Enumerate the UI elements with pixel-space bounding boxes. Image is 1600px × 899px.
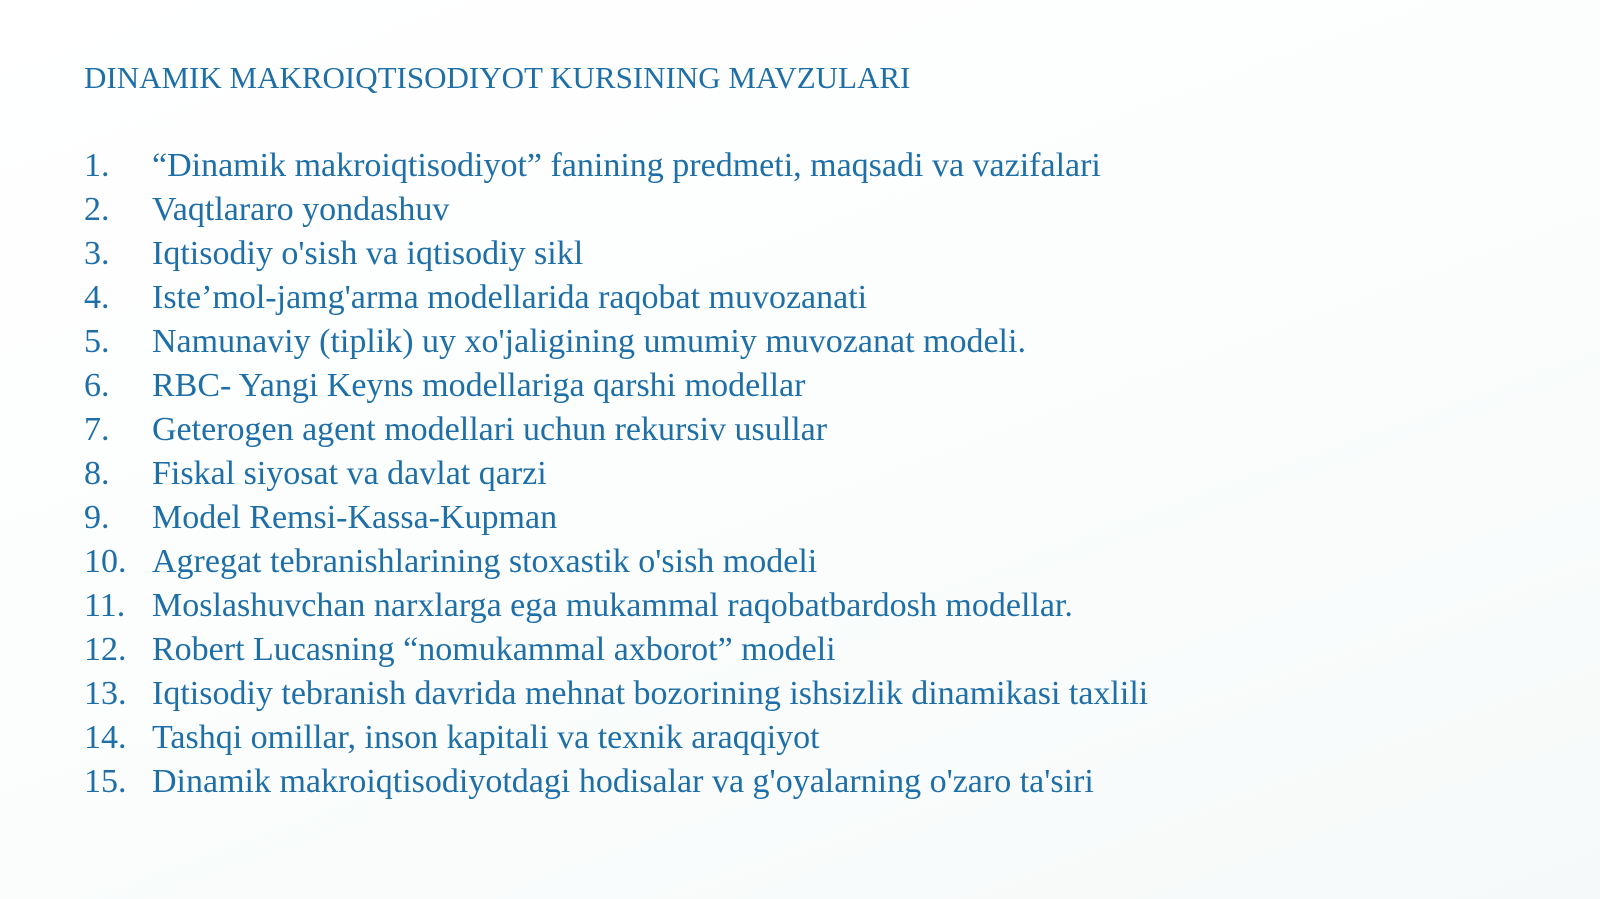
topic-text: Namunaviy (tiplik) uy xo'jaligining umumiy muvozanat modeli.	[152, 323, 1026, 360]
topic-text: Vaqtlararo yondashuv	[152, 191, 450, 228]
topic-item-9	[84, 496, 1148, 540]
topic-number: 10.	[84, 543, 127, 580]
topic-text: Iqtisodiy tebranish davrida mehnat bozorining ishsizlik dinamikasi taxlili	[152, 675, 1149, 712]
topic-number: 1.	[84, 147, 110, 184]
topic-item-4	[84, 276, 1148, 320]
topic-text: Agregat tebranishlarining stoxastik o'sish modeli	[152, 543, 818, 580]
topic-item-12	[84, 628, 1148, 672]
topic-item-6	[84, 364, 1148, 408]
topic-text: “Dinamik makroiqtisodiyot” fanining predmeti, maqsadi va vazifalari	[152, 147, 1101, 184]
topic-item-15	[84, 760, 1148, 804]
topic-number: 11.	[84, 587, 126, 624]
topic-number: 12.	[84, 631, 127, 668]
topic-text: Fiskal siyosat va davlat qarzi	[152, 455, 547, 492]
topic-number: 8.	[84, 455, 110, 492]
topic-item-13	[84, 672, 1148, 716]
topic-item-2	[84, 188, 1148, 232]
topic-item-5	[84, 320, 1148, 364]
topic-text: Dinamik makroiqtisodiyotdagi hodisalar va g'oyalarning o'zaro ta'siri	[152, 763, 1094, 800]
topic-number: 9.	[84, 499, 110, 536]
topic-item-3	[84, 232, 1148, 276]
topic-item-7	[84, 408, 1148, 452]
topic-text: Iqtisodiy o'sish va iqtisodiy sikl	[152, 235, 584, 272]
topic-list	[84, 144, 1148, 804]
topic-item-1	[84, 144, 1148, 188]
topic-number: 15.	[84, 763, 127, 800]
topic-text: Model Remsi-Kassa-Kupman	[152, 499, 558, 536]
topic-text: Iste’mol-jamg'arma modellarida raqobat muvozanati	[152, 279, 868, 316]
topic-number: 2.	[84, 191, 110, 228]
topic-text: Geterogen agent modellari uchun rekursiv usullar	[152, 411, 828, 448]
topic-number: 3.	[84, 235, 110, 272]
topic-text: RBC- Yangi Keyns modellariga qarshi modellar	[152, 367, 806, 404]
topic-text: Moslashuvchan narxlarga ega mukammal raqobatbardosh modellar.	[152, 587, 1073, 624]
topic-text: Tashqi omillar, inson kapitali va texnik araqqiyot	[152, 719, 820, 756]
topic-text: Robert Lucasning “nomukammal axborot” modeli	[152, 631, 836, 668]
topic-number: 13.	[84, 675, 127, 712]
topic-item-8	[84, 452, 1148, 496]
topic-number: 14.	[84, 719, 127, 756]
topic-item-11	[84, 584, 1148, 628]
topic-item-14	[84, 716, 1148, 760]
topic-number: 4.	[84, 279, 110, 316]
topic-number: 6.	[84, 367, 110, 404]
slide-title: DINAMIK MAKROIQTISODIYOT KURSINING MAVZULARI	[84, 60, 911, 95]
topic-number: 7.	[84, 411, 110, 448]
topic-item-10	[84, 540, 1148, 584]
topic-number: 5.	[84, 323, 110, 360]
